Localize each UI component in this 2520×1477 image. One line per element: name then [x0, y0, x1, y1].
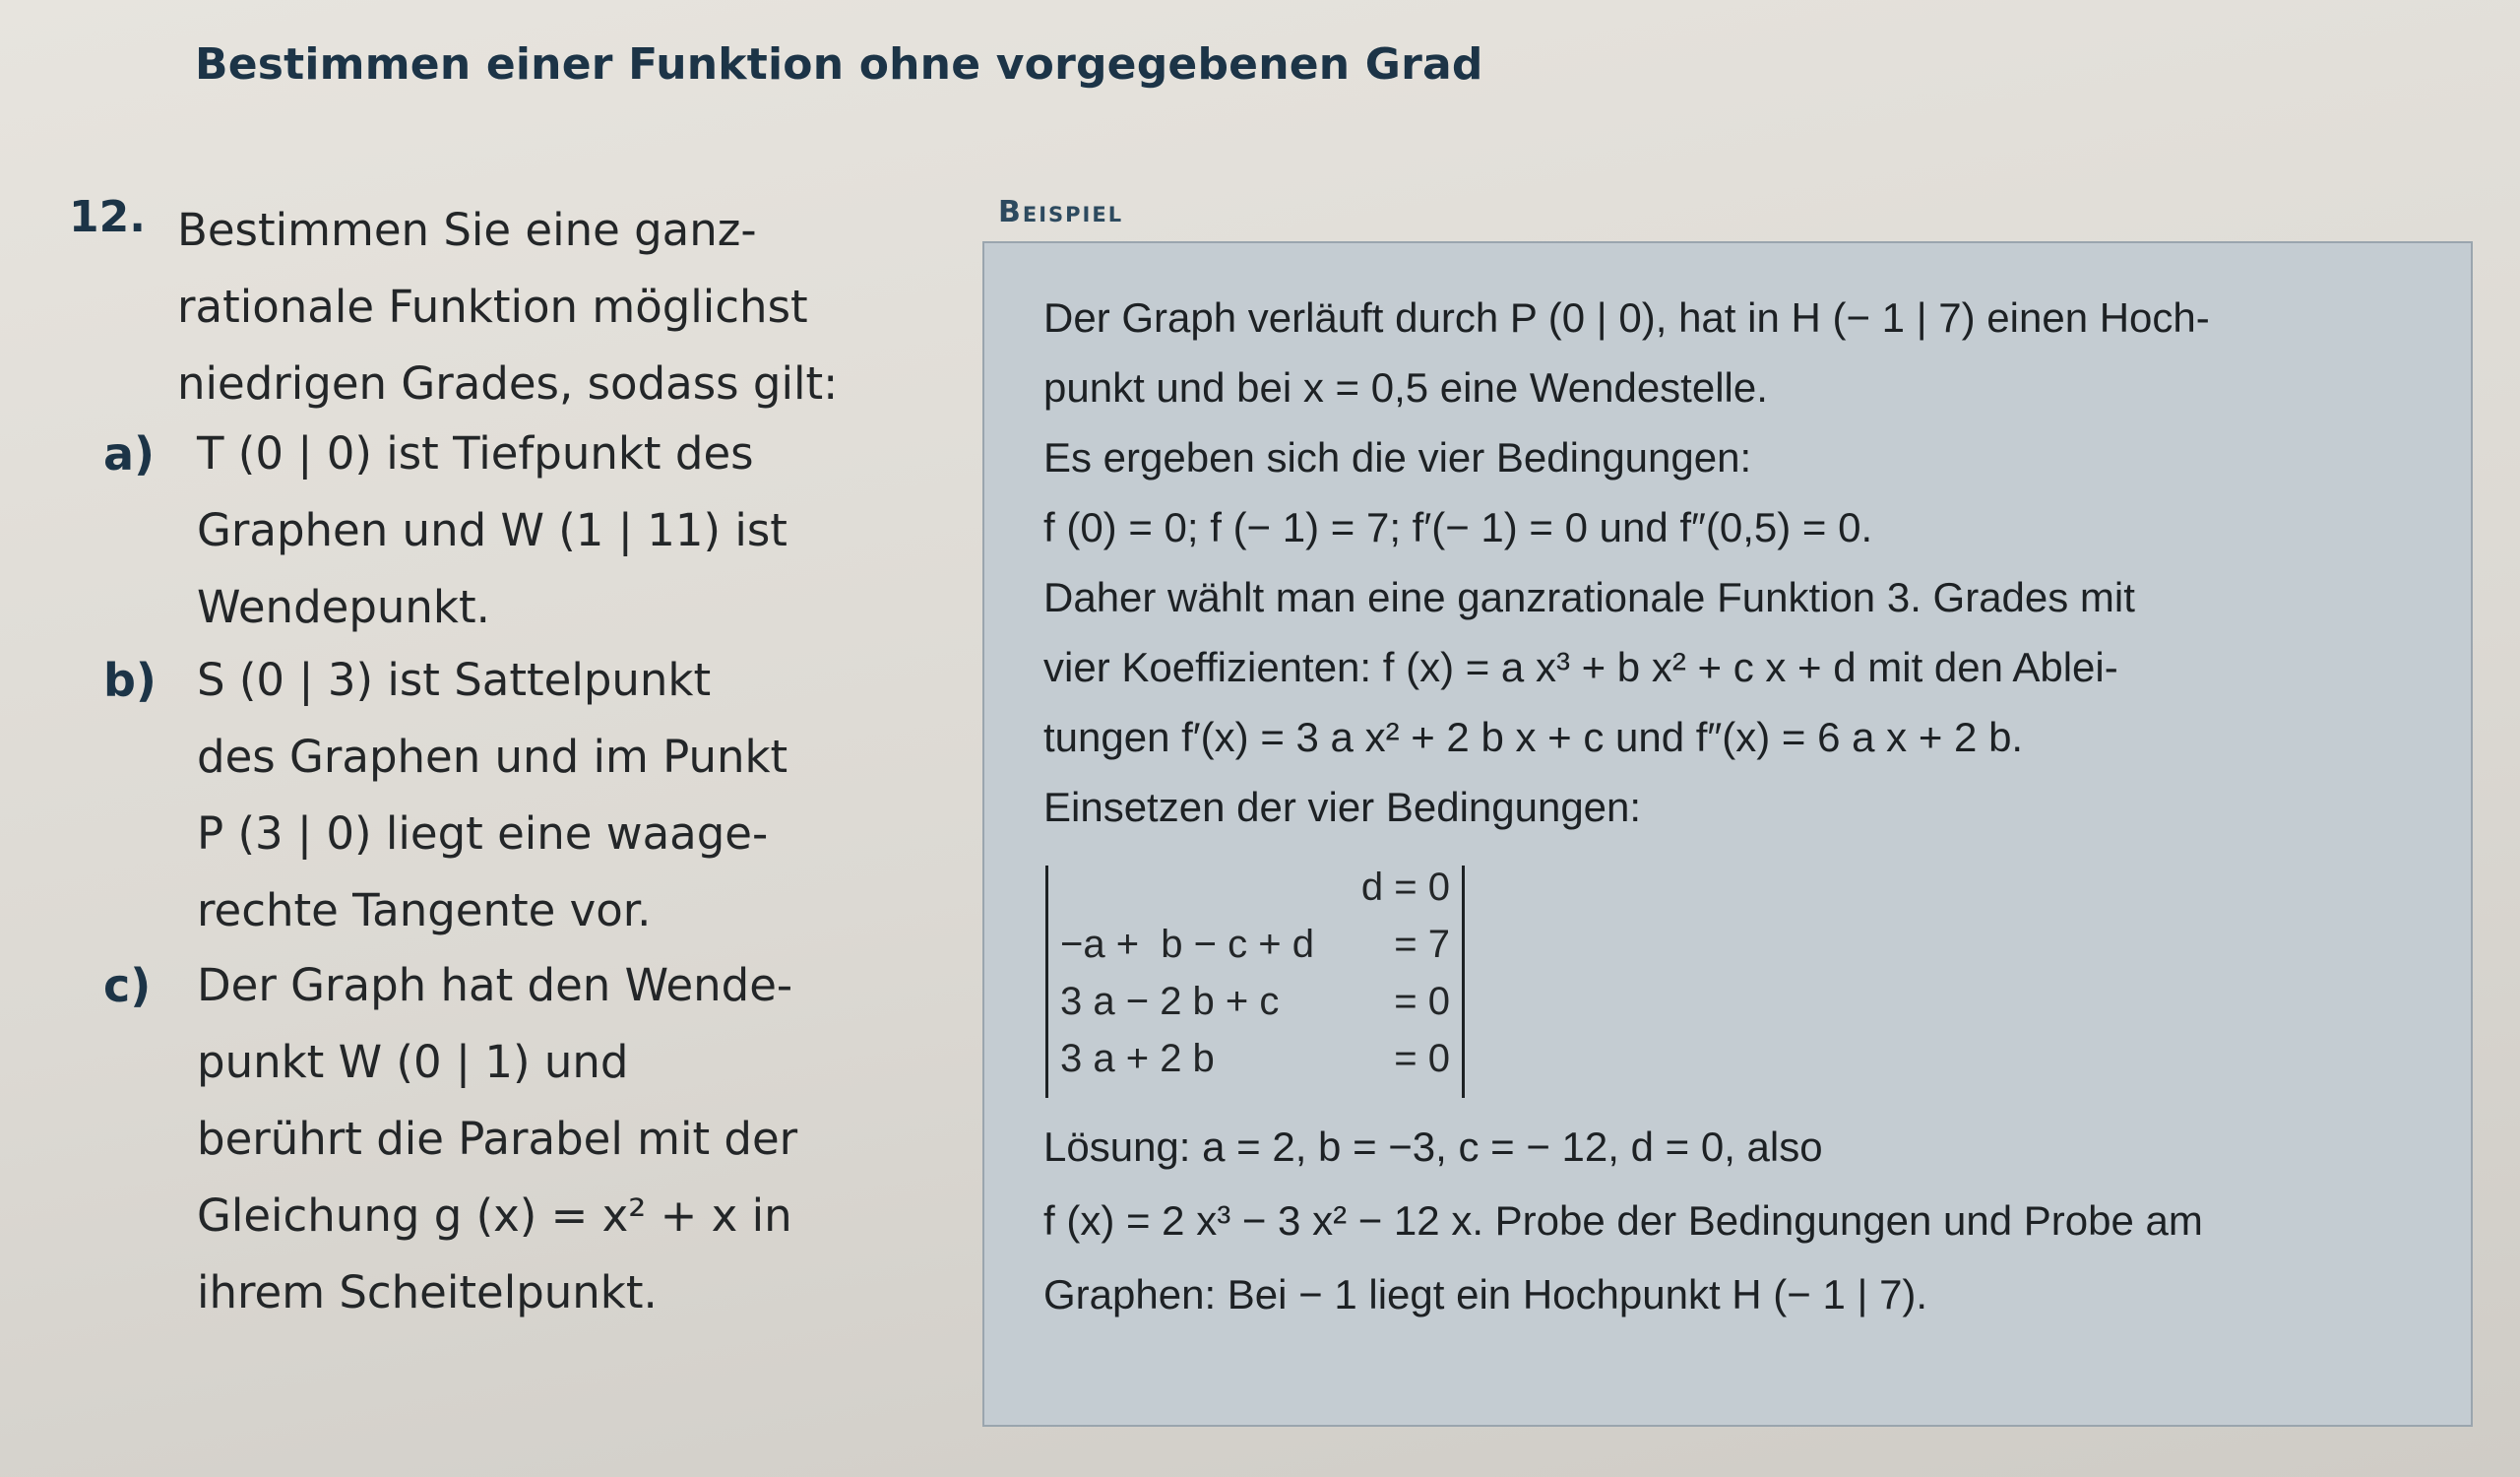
subtask-b-line: des Graphen und im Punkt: [197, 731, 788, 783]
equation-left: 3 a + 2 b: [1060, 1037, 1215, 1080]
equation-row: [1060, 923, 1450, 980]
example-box: [982, 241, 2473, 1427]
equation-right: = 0: [1394, 980, 1450, 1023]
subtask-b-line: S (0 | 3) ist Sattelpunkt: [197, 654, 712, 706]
task-intro-line: rationale Funktion möglichst: [177, 281, 808, 333]
subtask-c-line: Der Graph hat den Wende-: [197, 959, 793, 1011]
subtask-b-line: rechte Tangente vor.: [197, 884, 652, 936]
example-text: [1043, 283, 2441, 842]
equation-system: [1045, 866, 1465, 1098]
example-line: Es ergeben sich die vier Bedingungen:: [1043, 434, 1752, 481]
task-intro: [177, 192, 945, 422]
subtask-c-line: Gleichung g (x) = x² + x in: [197, 1189, 792, 1242]
solution-line: Lösung: a = 2, b = −3, c = − 12, d = 0, also: [1043, 1124, 1823, 1170]
subtask-c-line: ihrem Scheitelpunkt.: [197, 1266, 658, 1318]
task-number: 12.: [69, 192, 146, 242]
example-line: Einsetzen der vier Bedingungen:: [1043, 784, 1642, 830]
example-line: Daher wählt man eine ganzrationale Funktion 3. Grades mit: [1043, 574, 2135, 620]
solution-text: [1043, 1110, 2441, 1331]
subtask-a-line: Graphen und W (1 | 11) ist: [197, 504, 788, 556]
example-line: vier Koeffizienten: f (x) = a x³ + b x² + c x + d mit den Ablei-: [1043, 644, 2118, 690]
subtask-a-label: a): [103, 427, 156, 481]
subtask-c-line: berührt die Parabel mit der: [197, 1113, 798, 1165]
subtask-b-line: P (3 | 0) liegt eine waage-: [197, 807, 769, 860]
task-intro-line: Bestimmen Sie eine ganz-: [177, 204, 757, 256]
equation-row: [1060, 980, 1450, 1037]
subtask-c-label: c): [103, 959, 152, 1012]
subtask-b-label: b): [103, 654, 157, 707]
example-line: Der Graph verläuft durch P (0 | 0), hat in H (− 1 | 7) einen Hoch-: [1043, 294, 2210, 341]
subtask-c-line: punkt W (0 | 1) und: [197, 1036, 629, 1088]
subtask-a-line: T (0 | 0) ist Tiefpunkt des: [197, 427, 754, 480]
subtask-c: [103, 947, 906, 1331]
subtask-b: [103, 642, 906, 949]
equation-left: −a + b − c + d: [1060, 923, 1314, 966]
equation-row: [1060, 866, 1450, 923]
example-line: punkt und bei x = 0,5 eine Wendestelle.: [1043, 364, 1768, 411]
equation-right: = 7: [1394, 923, 1450, 966]
example-label: Beispiel: [998, 195, 1124, 229]
example-line: tungen f′(x) = 3 a x² + 2 b x + c und f″(x) = 6 a x + 2 b.: [1043, 714, 2024, 760]
equation-left: 3 a − 2 b + c: [1060, 980, 1280, 1023]
solution-line: f (x) = 2 x³ − 3 x² − 12 x. Probe der Bedingungen und Probe am: [1043, 1197, 2203, 1244]
equation-right: d = 0: [1360, 866, 1450, 909]
task-intro-line: niedrigen Grades, sodass gilt:: [177, 357, 839, 410]
equation-right: = 0: [1394, 1037, 1450, 1080]
subtask-a: [103, 416, 906, 646]
subtask-a-line: Wendepunkt.: [197, 581, 490, 633]
equation-row: [1060, 1037, 1450, 1094]
solution-line: Graphen: Bei − 1 liegt ein Hochpunkt H (− 1 | 7).: [1043, 1271, 1928, 1317]
example-line: f (0) = 0; f (− 1) = 7; f′(− 1) = 0 und f″(0,5) = 0.: [1043, 504, 1873, 550]
section-heading: Bestimmen einer Funktion ohne vorgegebenen Grad: [195, 39, 1483, 90]
